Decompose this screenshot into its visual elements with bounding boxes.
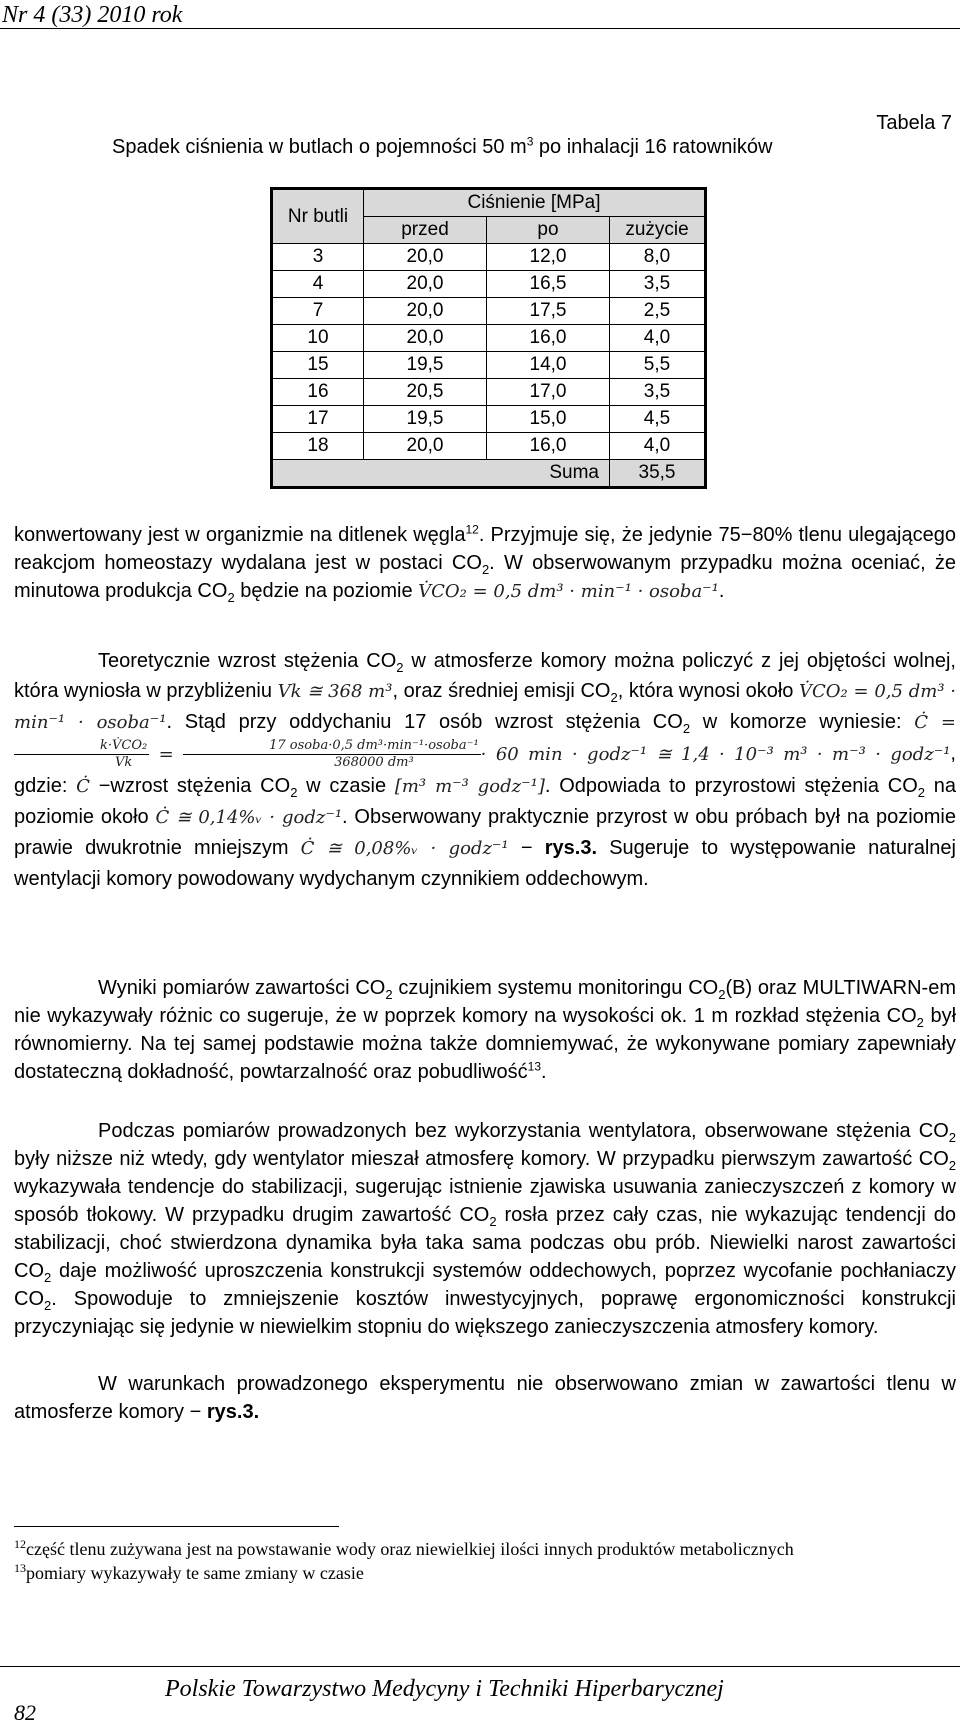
cell-before: 20,0 [364, 271, 487, 298]
cell-bottle: 15 [272, 352, 364, 379]
paragraph-4: Podczas pomiarów prowadzonych bez wykorzystania wentylatora, obserwowane stężenia $CO_2$ były niższe niż wtedy, gdy wentylator mieszał atmosferę komory. W przypadku pierwszym zawartość $CO_2$ wykazywała tendencje do stabilizacji, sugerując istnienie zjawiska usuwania zanieczyszczeń z komory w sposób tłokowy. W przypadku drugim zawartość $CO_2$ rosła przez cały czas, nie wykazując tendencji do stabilizacji, choć stwierdzona dynamika była taka sama podczas obu prób. Niewielki narost zawartości $CO_2$ daje możliwość uproszczenia konstrukcji systemów oddechowych, poprzez wycofanie pochłaniaczy $CO_2$. Spowoduje to zmniejszenie kosztów inwestycyjnych, poprawę ergonomiczności konstrukcji przyczyniając się jedynie w niewielkim stopniu do większego zanieczyszczenia atmosfery komory. [14, 1120, 956, 1338]
paragraph-5: W warunkach prowadzonego eksperymentu nie obserwowano zmian w zawartości tlenu w atmosferze komory − rys.3. [14, 1373, 956, 1423]
cell-consumption: 5,5 [610, 352, 706, 379]
formula-concentration-increase: Ċ = $\frac{\text{k·V̇CO₂}}{Vk}$ = $\frac{\text{17 osoba·0,5 dm³·min⁻¹·osoba⁻¹}}{\text{368000 dm³}}$ · 60 min · godz⁻¹ ≅ 1,4 · 10⁻³ m³ · m⁻³ · godz⁻¹ [14, 712, 956, 765]
cell-consumption: 2,5 [610, 298, 706, 325]
footnote-rule [14, 1526, 339, 1527]
cell-before: 20,0 [364, 244, 487, 271]
figure-reference: rys.3. [206, 1401, 260, 1423]
cell-consumption: 4,0 [610, 433, 706, 460]
header-consumption: zużycie [610, 217, 706, 244]
table-row [272, 271, 706, 298]
formula-co2-emission: V̇CO₂ = 0,5 dm³ · min⁻¹ · osoba⁻¹ [14, 681, 957, 733]
figure-reference: rys.3. [544, 837, 598, 859]
cell-after: 17,5 [487, 298, 610, 325]
cell-before: 20,0 [364, 433, 487, 460]
cell-after: 16,5 [487, 271, 610, 298]
cell-consumption: 4,0 [610, 325, 706, 352]
sum-value: 35,5 [610, 460, 706, 488]
header-pressure: Ciśnienie [MPa] [364, 189, 706, 217]
paragraph-3: Wyniki pomiarów zawartości $CO_2$ czujnikiem systemu monitoringu $CO_2(B)$ oraz MULTIWARN-em nie wykazywały różnic co sugeruje, że w poprzek komory na wysokości ok. 1 m rozkład stężenia $CO_2$ był równomierny. Na tej samej podstawie można także domniemywać, że wykonywane pomiary zapewniały dostateczną dokładność, powtarzalność oraz pobudliwość$^{13}$. [14, 977, 957, 1083]
cell-bottle: 7 [272, 298, 364, 325]
formula-co2-production: V̇CO₂ = 0,5 dm³ · min⁻¹ · osoba⁻¹ [418, 581, 719, 602]
formula-unit: [m³ m⁻³ godz⁻¹] [394, 776, 545, 797]
cell-consumption: 8,0 [610, 244, 706, 271]
formula-theoretical-rate: Ċ ≅ 0,14%ᵥ · godz⁻¹ [155, 807, 343, 828]
header-after: po [487, 217, 610, 244]
footnote-12: $^{12}$część tlenu zużywana jest na powstawanie wody oraz niewielkiej ilości innych produktów metabolicznych [14, 1537, 794, 1559]
page-number: 82 [14, 1700, 36, 1725]
cell-after: 12,0 [487, 244, 610, 271]
table-row [272, 352, 706, 379]
header-before: przed [364, 217, 487, 244]
table-caption: Spadek ciśnienia w butlach o pojemności 50 $m^3$ po inhalacji 16 ratowników [112, 134, 773, 158]
footnotes [14, 1537, 954, 1585]
cell-before: 20,5 [364, 379, 487, 406]
cell-bottle: 18 [272, 433, 364, 460]
footnote-13: $^{13}$pomiary wykazywały te same zmiany w czasie [14, 1561, 364, 1583]
header-bottle-number: Nr butli [272, 189, 364, 244]
paragraph-1: konwertowany jest w organizmie na ditlenek węgla$^{12}$. Przyjmuje się, że jedynie 75−80% tlenu ulegającego reakcjom homeostazy wydalana jest w postaci $CO_2$. W obserwowanym przypadku można oceniać, że minutowa produkcja $CO_2$ będzie na poziomie V̇CO₂ = 0,5 dm³ · min⁻¹ · osoba⁻¹. [14, 522, 956, 605]
cell-before: 19,5 [364, 352, 487, 379]
cell-bottle: 16 [272, 379, 364, 406]
cell-after: 16,0 [487, 325, 610, 352]
cell-before: 20,0 [364, 325, 487, 352]
pressure-table [270, 187, 707, 489]
formula-chamber-volume: Vk ≅ 368 m³ [277, 681, 393, 702]
cell-after: 14,0 [487, 352, 610, 379]
table-row [272, 433, 706, 460]
cell-consumption: 3,5 [610, 271, 706, 298]
cell-after: 16,0 [487, 433, 610, 460]
paragraph-2: Teoretycznie wzrost stężenia $CO_2$ w atmosferze komory można policzyć z jej objętości wolnej, która wyniosła w przybliżeniu Vk ≅ 368 m³, oraz średniej emisji $CO_2$, która wynosi około V̇CO₂ = 0,5 dm³ · min⁻¹ · osoba⁻¹. Stąd przy oddychaniu 17 osób wzrost stężenia $CO_2$ w komorze wyniesie: Ċ = $\frac{\text{k·V̇CO₂}}{Vk}$ = $\frac{\text{17 osoba·0,5 dm³·min⁻¹·osoba⁻¹}}{\text{368000 dm³}}$ · 60 min · godz⁻¹ ≅ 1,4 · 10⁻³ m³ · m⁻³ · godz⁻¹, gdzie: Ċ −wzrost stężenia $CO_2$ w czasie [m³ m⁻³ godz⁻¹]. Odpowiada to przyrostowi stężenia $CO_2$ na poziomie około Ċ ≅ 0,14%ᵥ · godz⁻¹. Obserwowany praktycznie przyrost w obu próbach był na poziomie prawie dwukrotnie mniejszym Ċ ≅ 0,08%ᵥ · godz⁻¹ − rys.3. Sugeruje to występowanie naturalnej wentylacji komory powodowany wydychanym czynnikiem oddechowym. [14, 650, 957, 890]
cell-after: 15,0 [487, 406, 610, 433]
sum-row [272, 460, 706, 488]
cell-before: 20,0 [364, 298, 487, 325]
cell-after: 17,0 [487, 379, 610, 406]
table-label: Tabela 7 [876, 112, 952, 134]
cell-consumption: 3,5 [610, 379, 706, 406]
table-row [272, 298, 706, 325]
cell-consumption: 4,5 [610, 406, 706, 433]
table-row [272, 244, 706, 271]
table-row [272, 325, 706, 352]
footer-society: Polskie Towarzystwo Medycyny i Techniki Hiperbarycznej [165, 1676, 724, 1702]
footer-rule [0, 1666, 960, 1667]
cell-bottle: 3 [272, 244, 364, 271]
cell-bottle: 4 [272, 271, 364, 298]
cell-bottle: 10 [272, 325, 364, 352]
sum-label: Suma [272, 460, 610, 488]
table-row [272, 379, 706, 406]
cell-bottle: 17 [272, 406, 364, 433]
page-header [0, 0, 960, 29]
journal-issue: Nr 4 (33) 2010 rok [2, 2, 183, 28]
formula-observed-rate: Ċ ≅ 0,08%ᵥ · godz⁻¹ [300, 838, 509, 859]
cell-before: 19,5 [364, 406, 487, 433]
table-row [272, 406, 706, 433]
